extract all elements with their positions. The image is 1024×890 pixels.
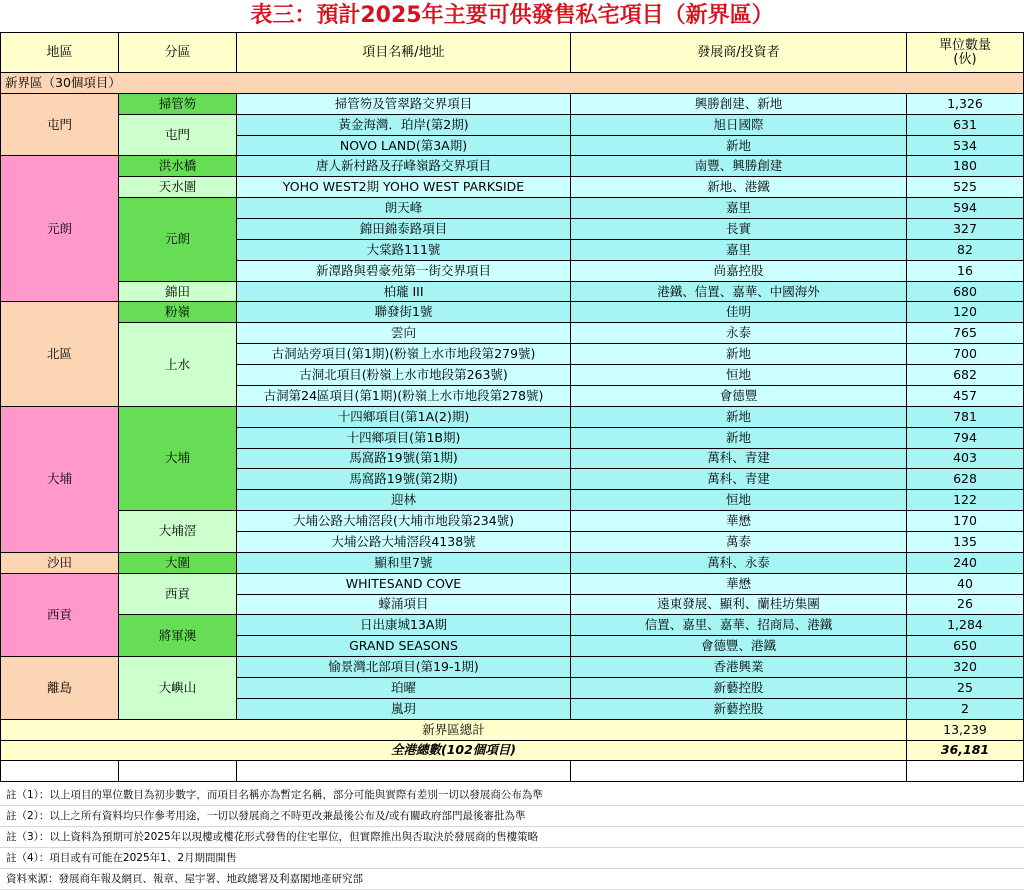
- blank-cell: [907, 761, 1024, 782]
- header-developer: 發展商/投資者: [571, 33, 907, 73]
- sub-district-cell: 屯門: [119, 114, 237, 156]
- developer-cell: 萬泰: [571, 531, 907, 552]
- nt-total-row: [1, 719, 1024, 740]
- sub-district-cell: 粉嶺: [119, 302, 237, 323]
- project-cell: 大埔公路大埔滘段4138號: [237, 531, 571, 552]
- project-cell: 雲向: [237, 323, 571, 344]
- units-cell: 327: [907, 219, 1024, 240]
- units-cell: 25: [907, 677, 1024, 698]
- developer-cell: 嘉里: [571, 239, 907, 260]
- header-sub-district: 分區: [119, 33, 237, 73]
- table-row: [1, 657, 1024, 678]
- sub-district-cell: 大嶼山: [119, 657, 237, 720]
- units-cell: 16: [907, 260, 1024, 281]
- developer-cell: 會德豐、港鐵: [571, 636, 907, 657]
- units-cell: 135: [907, 531, 1024, 552]
- project-cell: 掃管笏及管翠路交界項目: [237, 93, 571, 114]
- sub-district-cell: 元朗: [119, 198, 237, 281]
- blank-row: [1, 761, 1024, 782]
- units-cell: 765: [907, 323, 1024, 344]
- units-cell: 525: [907, 177, 1024, 198]
- table-row: [1, 323, 1024, 344]
- units-cell: 240: [907, 552, 1024, 573]
- header-row: [1, 33, 1024, 73]
- project-cell: 大棠路111號: [237, 239, 571, 260]
- developer-cell: 新地: [571, 427, 907, 448]
- sub-district-cell: 大圍: [119, 552, 237, 573]
- hk-total-row-label: 全港總數(102個項目): [1, 740, 907, 761]
- units-cell: 170: [907, 511, 1024, 532]
- developer-cell: 新藝控股: [571, 698, 907, 719]
- header-district: 地區: [1, 33, 119, 73]
- sub-district-cell: 大埔: [119, 406, 237, 510]
- sub-district-cell: 上水: [119, 323, 237, 406]
- developer-cell: 遠東發展、顯利、蘭桂坊集團: [571, 594, 907, 615]
- blank-cell: [571, 761, 907, 782]
- units-cell: 781: [907, 406, 1024, 427]
- table-row: [1, 177, 1024, 198]
- project-cell: WHITESAND COVE: [237, 573, 571, 594]
- district-cell: 西貢: [1, 573, 119, 656]
- developer-cell: 恒地: [571, 365, 907, 386]
- project-cell: NOVO LAND(第3A期): [237, 135, 571, 156]
- project-cell: 迎林: [237, 490, 571, 511]
- header-units-line1: 單位數量: [938, 37, 991, 53]
- project-cell: 古洞第24區項目(第1期)(粉嶺上水市地段第278號): [237, 385, 571, 406]
- units-cell: 594: [907, 198, 1024, 219]
- units-cell: 680: [907, 281, 1024, 302]
- project-cell: 大埔公路大埔滘段(大埔市地段第234號): [237, 511, 571, 532]
- units-cell: 794: [907, 427, 1024, 448]
- sub-district-cell: 大埔滘: [119, 511, 237, 553]
- developer-cell: 新地、港鐵: [571, 177, 907, 198]
- developer-cell: 新藝控股: [571, 677, 907, 698]
- table-row: [1, 198, 1024, 219]
- developer-cell: 萬科、青建: [571, 448, 907, 469]
- units-cell: 650: [907, 636, 1024, 657]
- project-cell: 黃金海灣．珀岸(第2期): [237, 114, 571, 135]
- developer-cell: 新地: [571, 344, 907, 365]
- units-cell: 403: [907, 448, 1024, 469]
- sub-district-cell: 天水圍: [119, 177, 237, 198]
- project-cell: 唐人新村路及孖峰嶺路交界項目: [237, 156, 571, 177]
- project-cell: 聯發街1號: [237, 302, 571, 323]
- table-row: [1, 156, 1024, 177]
- notes-block: [0, 785, 1024, 890]
- developer-cell: 尚嘉控股: [571, 260, 907, 281]
- developer-cell: 長實: [571, 219, 907, 240]
- district-cell: 元朗: [1, 156, 119, 302]
- table-row: [1, 302, 1024, 323]
- project-cell: GRAND SEASONS: [237, 636, 571, 657]
- footnote: 註（3）：以上資料為預期可於2025年以現樓或樓花形式發售的住宅單位，但實際推出與否取決於發展商的售樓策略: [0, 827, 1024, 848]
- table-row: [1, 406, 1024, 427]
- units-cell: 320: [907, 657, 1024, 678]
- table-row: [1, 281, 1024, 302]
- hk-total-row: [1, 740, 1024, 761]
- district-cell: 北區: [1, 302, 119, 406]
- project-cell: 馬窩路19號(第2期): [237, 469, 571, 490]
- developer-cell: 恒地: [571, 490, 907, 511]
- units-cell: 631: [907, 114, 1024, 135]
- project-cell: 古洞北項目(粉嶺上水市地段第263號): [237, 365, 571, 386]
- developer-cell: 華懋: [571, 511, 907, 532]
- table-row: [1, 552, 1024, 573]
- footnote: 資料來源：發展商年報及網頁、報章、屋宇署、地政總署及利嘉閣地產研究部: [0, 869, 1024, 890]
- project-cell: 珀曜: [237, 677, 571, 698]
- nt-total-row-label: 新界區總計: [1, 719, 907, 740]
- units-cell: 82: [907, 239, 1024, 260]
- sub-district-cell: 西貢: [119, 573, 237, 615]
- project-cell: 朗天峰: [237, 198, 571, 219]
- blank-cell: [237, 761, 571, 782]
- project-cell: YOHO WEST2期 YOHO WEST PARKSIDE: [237, 177, 571, 198]
- projects-table: [0, 32, 1024, 782]
- table-row: [1, 511, 1024, 532]
- sub-district-cell: 掃管笏: [119, 93, 237, 114]
- project-cell: 新潭路與碧豪苑第一街交界項目: [237, 260, 571, 281]
- table-title: 表三：預計2025年主要可供發售私宅項目（新界區）: [250, 3, 774, 28]
- project-cell: 馬窩路19號(第1期): [237, 448, 571, 469]
- project-cell: 顯和里7號: [237, 552, 571, 573]
- project-cell: 錦田錦泰路項目: [237, 219, 571, 240]
- developer-cell: 嘉里: [571, 198, 907, 219]
- project-cell: 嵐玥: [237, 698, 571, 719]
- developer-cell: 會德豐: [571, 385, 907, 406]
- hk-total-row-value: 36,181: [907, 740, 1024, 761]
- table-row: [1, 93, 1024, 114]
- developer-cell: 永泰: [571, 323, 907, 344]
- header-project: 項目名稱/地址: [237, 33, 571, 73]
- district-cell: 離島: [1, 657, 119, 720]
- section-label: 新界區（30個項目）: [1, 73, 1024, 94]
- footnote: 註（1）：以上項目的單位數目為初步數字，而項目名稱亦為暫定名稱，部分可能與實際有差別一切以發展商公布為準: [0, 785, 1024, 806]
- units-cell: 457: [907, 385, 1024, 406]
- units-cell: 534: [907, 135, 1024, 156]
- units-cell: 180: [907, 156, 1024, 177]
- developer-cell: 萬科、永泰: [571, 552, 907, 573]
- developer-cell: 新地: [571, 135, 907, 156]
- project-cell: 柏瓏 III: [237, 281, 571, 302]
- header-units: [907, 33, 1024, 73]
- blank-cell: [1, 761, 119, 782]
- developer-cell: 旭日國際: [571, 114, 907, 135]
- header-units-line2: (伙): [953, 51, 977, 67]
- table-row: [1, 615, 1024, 636]
- units-cell: 122: [907, 490, 1024, 511]
- project-cell: 蠔涌項目: [237, 594, 571, 615]
- project-cell: 日出康城13A期: [237, 615, 571, 636]
- developer-cell: 佳明: [571, 302, 907, 323]
- units-cell: 700: [907, 344, 1024, 365]
- units-cell: 40: [907, 573, 1024, 594]
- units-cell: 120: [907, 302, 1024, 323]
- blank-cell: [119, 761, 237, 782]
- developer-cell: 信置、嘉里、嘉華、招商局、港鐵: [571, 615, 907, 636]
- footnote: 註（2）：以上之所有資料均只作參考用途，一切以發展商之不時更改兼最後公布及/或有關政府部門最後審批為準: [0, 806, 1024, 827]
- developer-cell: 華懋: [571, 573, 907, 594]
- project-cell: 古洞站旁項目(第1期)(粉嶺上水市地段第279號): [237, 344, 571, 365]
- footnote: 註（4）：項目或有可能在2025年1、2月期間開售: [0, 848, 1024, 869]
- district-cell: 屯門: [1, 93, 119, 156]
- developer-cell: 新地: [571, 406, 907, 427]
- developer-cell: 萬科、青建: [571, 469, 907, 490]
- project-cell: 愉景灣北部項目(第19-1期): [237, 657, 571, 678]
- units-cell: 628: [907, 469, 1024, 490]
- developer-cell: 興勝創建、新地: [571, 93, 907, 114]
- table-row: [1, 573, 1024, 594]
- district-cell: 沙田: [1, 552, 119, 573]
- developer-cell: 港鐵、信置、嘉華、中國海外: [571, 281, 907, 302]
- units-cell: 1,284: [907, 615, 1024, 636]
- project-cell: 十四鄉項目(第1B期): [237, 427, 571, 448]
- units-cell: 2: [907, 698, 1024, 719]
- district-cell: 大埔: [1, 406, 119, 552]
- sub-district-cell: 將軍澳: [119, 615, 237, 657]
- sub-district-cell: 洪水橋: [119, 156, 237, 177]
- units-cell: 26: [907, 594, 1024, 615]
- project-cell: 十四鄉項目(第1A(2)期): [237, 406, 571, 427]
- table-row: [1, 114, 1024, 135]
- developer-cell: 香港興業: [571, 657, 907, 678]
- section-row: [1, 73, 1024, 94]
- developer-cell: 南豐、興勝創建: [571, 156, 907, 177]
- units-cell: 1,326: [907, 93, 1024, 114]
- units-cell: 682: [907, 365, 1024, 386]
- sub-district-cell: 錦田: [119, 281, 237, 302]
- nt-total-row-value: 13,239: [907, 719, 1024, 740]
